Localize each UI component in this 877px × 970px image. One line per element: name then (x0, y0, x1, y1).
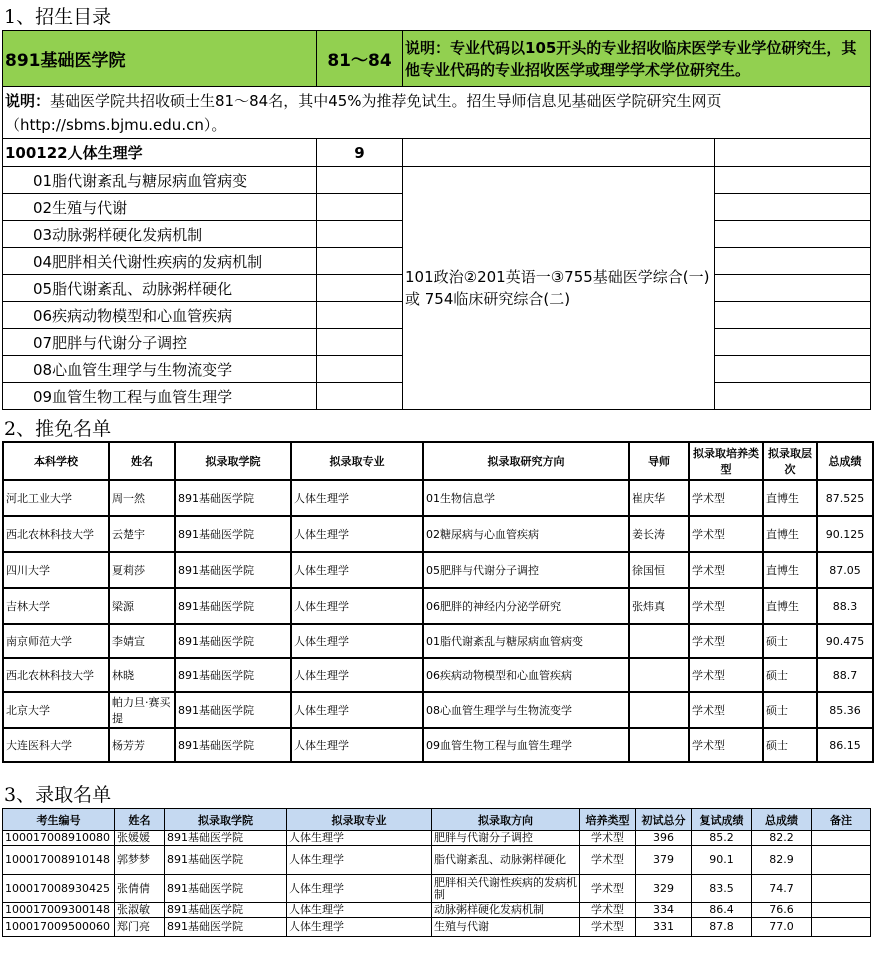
recommend-cell: 学术型 (689, 552, 763, 588)
admitted-cell: 张倩倩 (115, 875, 165, 903)
admitted-cell: 331 (636, 918, 692, 937)
recommend-cell: 徐国恒 (629, 552, 689, 588)
recommend-cell: 西北农林科技大学 (3, 516, 109, 552)
direction-item: 07肥胖与代谢分子调控 (3, 329, 317, 356)
admitted-cell: 学术型 (580, 903, 636, 918)
admitted-cell: 891基础医学院 (165, 846, 287, 875)
exam-subjects: 101政治②201英语一③755基础医学综合(一) 或 754临床研究综合(二) (403, 167, 715, 410)
recommend-cell: 891基础医学院 (175, 624, 291, 658)
section-title-catalog: 1、招生目录 (4, 6, 112, 28)
admitted-cell: 人体生理学 (287, 875, 432, 903)
recommend-cell: 08心血管生理学与生物流变学 (423, 692, 629, 728)
recommend-cell: 人体生理学 (291, 552, 423, 588)
col-header: 导师 (629, 442, 689, 480)
recommend-cell: 直博生 (763, 588, 817, 624)
recommend-row (3, 692, 873, 728)
recommend-cell: 硕士 (763, 624, 817, 658)
recommend-cell: 学术型 (689, 692, 763, 728)
empty-cell (715, 275, 871, 302)
col-header: 姓名 (115, 809, 165, 831)
recommend-cell: 09血管生物工程与血管生理学 (423, 728, 629, 762)
recommend-cell: 88.7 (817, 658, 873, 692)
empty-cell (317, 302, 403, 329)
col-header: 复试成绩 (692, 809, 752, 831)
recommend-cell: 直博生 (763, 516, 817, 552)
admitted-cell: 张媛媛 (115, 831, 165, 846)
recommend-cell: 西北农林科技大学 (3, 658, 109, 692)
recommend-cell: 林晓 (109, 658, 175, 692)
recommend-cell: 06肥胖的神经内分泌学研究 (423, 588, 629, 624)
col-header: 拟录取方向 (432, 809, 580, 831)
recommend-cell: 01脂代谢紊乱与糖尿病血管病变 (423, 624, 629, 658)
admitted-cell: 891基础医学院 (165, 918, 287, 937)
col-header: 备注 (812, 809, 871, 831)
recommend-cell: 891基础医学院 (175, 658, 291, 692)
recommend-cell: 学术型 (689, 658, 763, 692)
col-header: 本科学校 (3, 442, 109, 480)
direction-item: 05脂代谢紊乱、动脉粥样硬化 (3, 275, 317, 302)
empty-cell (317, 329, 403, 356)
empty-cell (715, 329, 871, 356)
recommend-header-row (3, 442, 873, 480)
admitted-cell (812, 831, 871, 846)
empty-cell (317, 275, 403, 302)
empty-cell (317, 356, 403, 383)
admitted-cell (812, 903, 871, 918)
recommend-cell: 学术型 (689, 480, 763, 516)
recommend-cell: 硕士 (763, 658, 817, 692)
admitted-row (3, 918, 871, 937)
recommend-cell: 南京师范大学 (3, 624, 109, 658)
recommend-cell: 87.05 (817, 552, 873, 588)
recommend-row (3, 728, 873, 762)
section-title-recommend: 2、推免名单 (4, 418, 112, 440)
recommend-cell: 李婧宣 (109, 624, 175, 658)
recommend-row (3, 516, 873, 552)
admitted-cell: 学术型 (580, 918, 636, 937)
direction-item: 08心血管生理学与生物流变学 (3, 356, 317, 383)
admitted-cell: 83.5 (692, 875, 752, 903)
recommend-cell: 吉林大学 (3, 588, 109, 624)
recommend-cell: 06疾病动物模型和心血管疾病 (423, 658, 629, 692)
recommend-cell: 人体生理学 (291, 480, 423, 516)
col-header: 拟录取学院 (175, 442, 291, 480)
admitted-cell: 334 (636, 903, 692, 918)
recommend-cell: 90.475 (817, 624, 873, 658)
admitted-cell: 人体生理学 (287, 831, 432, 846)
recommend-cell: 梁源 (109, 588, 175, 624)
catalog-desc-row (3, 87, 871, 139)
recommend-row (3, 480, 873, 516)
admitted-cell: 动脉粥样硬化发病机制 (432, 903, 580, 918)
recommend-cell: 直博生 (763, 480, 817, 516)
admitted-cell: 90.1 (692, 846, 752, 875)
col-header: 拟录取专业 (287, 809, 432, 831)
recommend-cell (629, 624, 689, 658)
admitted-cell: 肥胖与代谢分子调控 (432, 831, 580, 846)
admitted-cell: 100017008910080 (3, 831, 115, 846)
admitted-cell: 100017009500060 (3, 918, 115, 937)
recommend-cell: 四川大学 (3, 552, 109, 588)
admitted-cell: 生殖与代谢 (432, 918, 580, 937)
admitted-cell: 76.6 (752, 903, 812, 918)
empty-cell (715, 221, 871, 248)
admitted-cell: 891基础医学院 (165, 875, 287, 903)
recommend-cell: 北京大学 (3, 692, 109, 728)
direction-row (3, 167, 871, 194)
admitted-header-row (3, 809, 871, 831)
recommend-cell: 周一然 (109, 480, 175, 516)
direction-item: 04肥胖相关代谢性疾病的发病机制 (3, 248, 317, 275)
admitted-cell (812, 918, 871, 937)
admitted-cell: 人体生理学 (287, 918, 432, 937)
empty-cell (317, 194, 403, 221)
direction-item: 09血管生物工程与血管生理学 (3, 383, 317, 410)
recommend-cell (629, 692, 689, 728)
recommend-cell: 85.36 (817, 692, 873, 728)
admitted-cell: 100017008930425 (3, 875, 115, 903)
admitted-cell: 张淑敏 (115, 903, 165, 918)
recommend-cell: 直博生 (763, 552, 817, 588)
recommend-row (3, 588, 873, 624)
admitted-cell: 86.4 (692, 903, 752, 918)
admitted-cell: 85.2 (692, 831, 752, 846)
recommend-cell: 88.3 (817, 588, 873, 624)
col-header: 拟录取专业 (291, 442, 423, 480)
admitted-cell: 学术型 (580, 846, 636, 875)
recommend-cell: 硕士 (763, 728, 817, 762)
recommend-cell: 帕力旦·赛买提 (109, 692, 175, 728)
admitted-row (3, 875, 871, 903)
major-quota: 9 (317, 139, 403, 167)
recommend-row (3, 552, 873, 588)
school-note: 说明：专业代码以105开头的专业招收临床医学专业学位研究生，其他专业代码的专业招收医学或理学学术学位研究生。 (403, 31, 871, 87)
admitted-cell: 人体生理学 (287, 846, 432, 875)
catalog-description (3, 87, 871, 139)
col-header: 培养类型 (580, 809, 636, 831)
col-header: 姓名 (109, 442, 175, 480)
admitted-cell: 100017008910148 (3, 846, 115, 875)
empty-cell (715, 167, 871, 194)
school-name: 891基础医学院 (3, 31, 317, 87)
admitted-cell: 82.2 (752, 831, 812, 846)
col-header: 拟录取学院 (165, 809, 287, 831)
admitted-cell: 396 (636, 831, 692, 846)
recommend-cell: 02糖尿病与心血管疾病 (423, 516, 629, 552)
recommend-cell: 学术型 (689, 728, 763, 762)
admitted-cell: 87.8 (692, 918, 752, 937)
admitted-cell: 脂代谢紊乱、动脉粥样硬化 (432, 846, 580, 875)
recommend-cell: 人体生理学 (291, 516, 423, 552)
recommend-cell: 87.525 (817, 480, 873, 516)
empty-cell (715, 194, 871, 221)
recommend-body (3, 480, 873, 762)
recommend-cell: 人体生理学 (291, 624, 423, 658)
col-header: 总成绩 (817, 442, 873, 480)
recommend-cell: 河北工业大学 (3, 480, 109, 516)
recommend-cell: 891基础医学院 (175, 588, 291, 624)
recommend-cell: 891基础医学院 (175, 516, 291, 552)
admitted-cell: 74.7 (752, 875, 812, 903)
recommend-cell: 姜长涛 (629, 516, 689, 552)
col-header: 初试总分 (636, 809, 692, 831)
empty-cell (317, 248, 403, 275)
recommend-cell: 人体生理学 (291, 692, 423, 728)
admitted-body (3, 831, 871, 937)
direction-item: 02生殖与代谢 (3, 194, 317, 221)
direction-item: 01脂代谢紊乱与糖尿病血管病变 (3, 167, 317, 194)
recommend-cell: 人体生理学 (291, 588, 423, 624)
col-header: 考生编号 (3, 809, 115, 831)
empty-cell (715, 383, 871, 410)
recommend-cell: 891基础医学院 (175, 728, 291, 762)
admitted-cell: 学术型 (580, 831, 636, 846)
admitted-cell (812, 875, 871, 903)
recommend-cell (629, 728, 689, 762)
empty-cell (715, 302, 871, 329)
empty-cell (403, 139, 715, 167)
major-row (3, 139, 871, 167)
recommend-cell: 学术型 (689, 624, 763, 658)
direction-item: 03动脉粥样硬化发病机制 (3, 221, 317, 248)
empty-cell (317, 167, 403, 194)
direction-item: 06疾病动物模型和心血管疾病 (3, 302, 317, 329)
recommend-cell: 人体生理学 (291, 728, 423, 762)
recommend-cell: 891基础医学院 (175, 480, 291, 516)
recommend-cell: 891基础医学院 (175, 552, 291, 588)
recommend-cell: 891基础医学院 (175, 692, 291, 728)
recommend-cell: 夏莉莎 (109, 552, 175, 588)
col-header: 拟录取研究方向 (423, 442, 629, 480)
recommend-cell: 90.125 (817, 516, 873, 552)
recommend-table (2, 441, 874, 763)
desc-text: 基础医学院共招收硕士生81～84名，其中45%为推荐免试生。招生导师信息见基础医学院研究生网页（http://sbms.bjmu.edu.cn）。 (5, 91, 722, 134)
recommend-row (3, 624, 873, 658)
recommend-cell: 05肥胖与代谢分子调控 (423, 552, 629, 588)
recommend-cell: 崔庆华 (629, 480, 689, 516)
empty-cell (715, 139, 871, 167)
recommend-cell: 学术型 (689, 516, 763, 552)
major-name: 100122人体生理学 (3, 139, 317, 167)
admitted-cell: 891基础医学院 (165, 831, 287, 846)
empty-cell (715, 356, 871, 383)
empty-cell (715, 248, 871, 275)
admitted-cell: 100017009300148 (3, 903, 115, 918)
admitted-cell: 人体生理学 (287, 903, 432, 918)
admitted-row (3, 831, 871, 846)
recommend-cell: 86.15 (817, 728, 873, 762)
admitted-cell: 郑门亮 (115, 918, 165, 937)
admitted-cell: 891基础医学院 (165, 903, 287, 918)
catalog-school-row (3, 31, 871, 87)
catalog-table (2, 30, 871, 410)
recommend-cell: 人体生理学 (291, 658, 423, 692)
admitted-cell: 学术型 (580, 875, 636, 903)
admitted-cell: 77.0 (752, 918, 812, 937)
recommend-cell: 云楚宇 (109, 516, 175, 552)
admitted-cell: 379 (636, 846, 692, 875)
recommend-row (3, 658, 873, 692)
school-quota: 81～84 (317, 31, 403, 87)
admitted-cell: 肥胖相关代谢性疾病的发病机制 (432, 875, 580, 903)
admitted-cell: 82.9 (752, 846, 812, 875)
admitted-row (3, 903, 871, 918)
admitted-cell (812, 846, 871, 875)
col-header: 拟录取培养类型 (689, 442, 763, 480)
col-header: 拟录取层次 (763, 442, 817, 480)
recommend-cell: 张炜真 (629, 588, 689, 624)
recommend-cell (629, 658, 689, 692)
admitted-cell: 郭梦梦 (115, 846, 165, 875)
desc-label: 说明： (5, 91, 51, 110)
recommend-cell: 硕士 (763, 692, 817, 728)
admitted-row (3, 846, 871, 875)
recommend-cell: 杨芳芳 (109, 728, 175, 762)
col-header: 总成绩 (752, 809, 812, 831)
recommend-cell: 学术型 (689, 588, 763, 624)
empty-cell (317, 383, 403, 410)
empty-cell (317, 221, 403, 248)
recommend-cell: 01生物信息学 (423, 480, 629, 516)
recommend-cell: 大连医科大学 (3, 728, 109, 762)
admitted-cell: 329 (636, 875, 692, 903)
admitted-table (2, 808, 871, 937)
section-title-admitted: 3、录取名单 (4, 784, 112, 806)
